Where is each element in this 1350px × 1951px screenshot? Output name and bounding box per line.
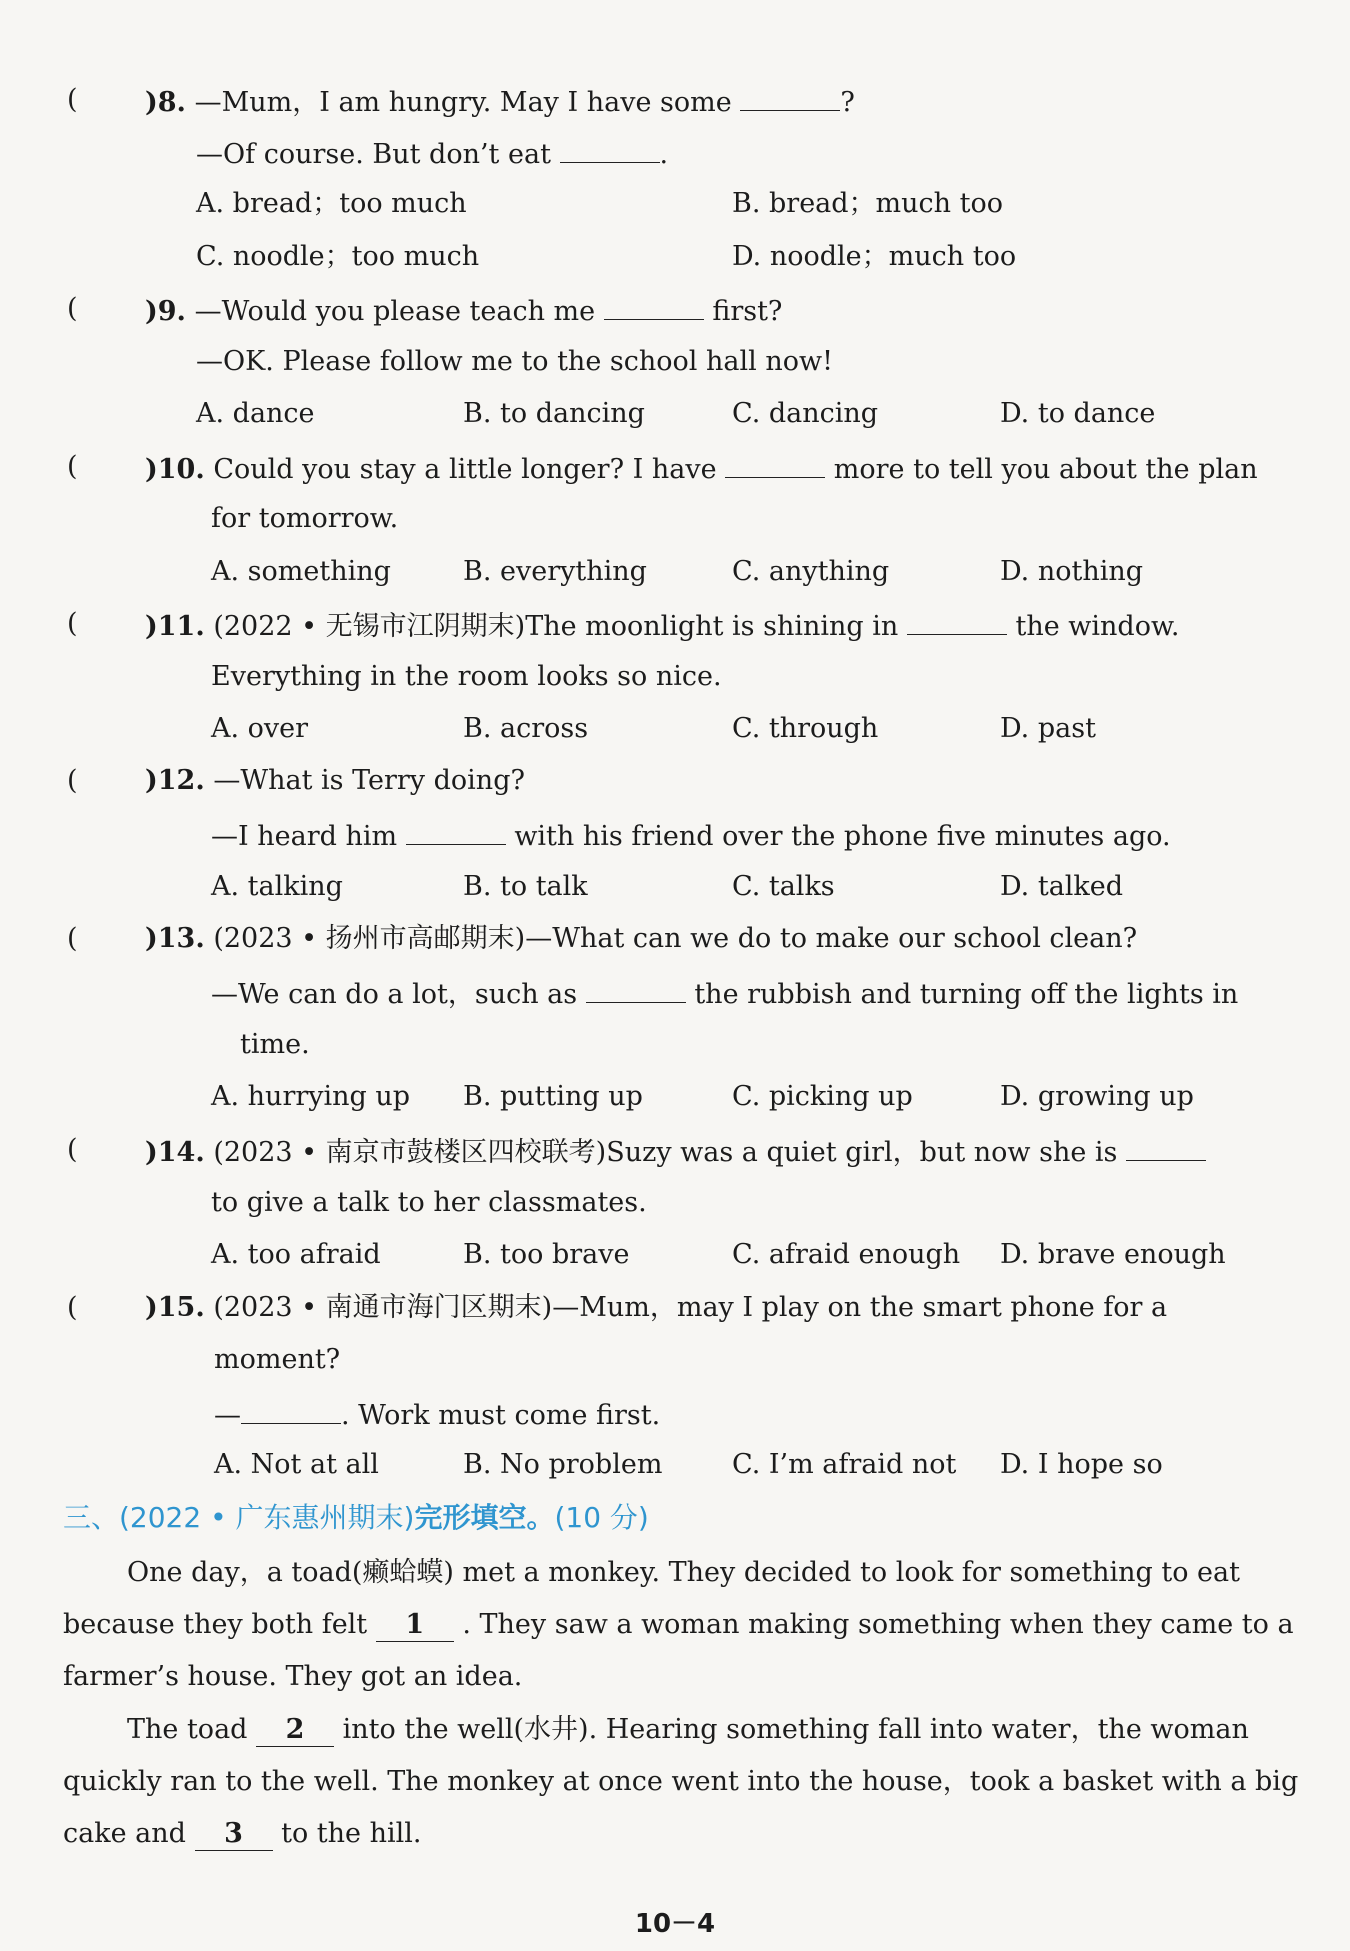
option-d: D. growing up	[1000, 1081, 1194, 1112]
answer-paren: (	[67, 293, 78, 324]
passage-text: into the well(水井). Hearing something fall into water，the woman	[342, 1714, 1249, 1745]
question-text: .	[659, 139, 669, 170]
option-a: A. talking	[211, 871, 343, 902]
option-d: D. to dance	[1000, 398, 1156, 429]
question-13-line-3: time.	[240, 1029, 310, 1060]
answer-paren: (	[67, 608, 78, 639]
answer-paren: (	[67, 923, 78, 954]
option-c: C. anything	[732, 556, 890, 587]
question-9-line-1	[145, 289, 782, 332]
question-10-line-2: for tomorrow.	[211, 503, 399, 534]
passage-text: cake and	[63, 1818, 186, 1849]
question-text: —	[214, 1400, 241, 1431]
question-number: )14.	[145, 1137, 205, 1168]
option-b: B. to dancing	[463, 398, 645, 429]
question-number: )10.	[145, 454, 205, 485]
question-text: Could you stay a little longer? I have	[213, 454, 717, 485]
question-text: with his friend over the phone five minutes ago.	[514, 821, 1171, 852]
question-12-line-1	[145, 761, 525, 801]
option-d: D. I hope so	[1000, 1449, 1163, 1480]
option-a: A. hurrying up	[211, 1081, 411, 1112]
question-15-line-2: moment?	[214, 1344, 341, 1375]
question-text: . Work must come first.	[341, 1400, 661, 1431]
answer-blank[interactable]	[241, 1393, 341, 1424]
passage-line	[63, 1599, 1294, 1651]
question-text: (2023 • 南通市海门区期末)—Mum，may I play on the smart phone for a	[213, 1292, 1168, 1323]
passage-line	[63, 1808, 421, 1860]
question-9-line-2: —OK. Please follow me to the school hall now!	[196, 346, 833, 377]
question-text: —I heard him	[211, 821, 398, 852]
question-11-line-1	[145, 604, 1179, 647]
passage-line: quickly ran to the well. The monkey at once went into the house，took a basket with a big	[63, 1766, 1299, 1797]
question-number: )8.	[145, 87, 186, 118]
option-d: D. nothing	[1000, 556, 1144, 587]
answer-paren: (	[67, 1134, 78, 1165]
question-number: )9.	[145, 296, 186, 327]
answer-blank[interactable]	[907, 604, 1007, 635]
option-d: D. brave enough	[1000, 1239, 1226, 1270]
question-8-line-1	[145, 80, 855, 123]
answer-paren: (	[67, 451, 78, 482]
passage-text: because they both felt	[63, 1609, 368, 1640]
question-number: )12.	[145, 765, 205, 796]
option-c: C. through	[732, 713, 879, 744]
question-text: —We can do a lot，such as	[211, 979, 578, 1010]
question-text: ?	[840, 87, 855, 118]
option-b: B. across	[463, 713, 589, 744]
question-text: —Mum，I am hungry. May I have some	[194, 87, 732, 118]
answer-paren: (	[67, 84, 78, 115]
question-text: (2022 • 无锡市江阴期末)The moonlight is shining in	[213, 611, 899, 642]
option-b: B. bread；much too	[732, 188, 1004, 219]
passage-text: The toad	[127, 1714, 248, 1745]
answer-blank[interactable]	[406, 814, 506, 845]
answer-paren: (	[67, 1292, 78, 1323]
question-10-line-1	[145, 447, 1258, 490]
option-b: B. too brave	[463, 1239, 630, 1270]
passage-line: farmer’s house. They got an idea.	[63, 1661, 523, 1692]
page-number: 10－4	[634, 1909, 716, 1939]
question-text: (2023 • 扬州市高邮期末)—What can we do to make our school clean?	[213, 923, 1138, 954]
question-text: the window.	[1015, 611, 1180, 642]
question-text: —Of course. But don’t eat	[196, 139, 551, 170]
passage-line	[127, 1704, 1249, 1756]
option-b: B. to talk	[463, 871, 588, 902]
question-14-line-2: to give a talk to her classmates.	[211, 1187, 647, 1218]
option-a: A. Not at all	[214, 1449, 379, 1480]
answer-paren: (	[67, 765, 78, 796]
option-c: C. dancing	[732, 398, 879, 429]
question-text: the rubbish and turning off the lights in	[694, 979, 1239, 1010]
option-c: C. picking up	[732, 1081, 913, 1112]
question-number: )11.	[145, 611, 205, 642]
cloze-blank-1[interactable]: 1	[376, 1609, 454, 1642]
question-11-line-2: Everything in the room looks so nice.	[211, 661, 722, 692]
section-title: 完形填空。	[414, 1501, 555, 1534]
option-a: A. dance	[196, 398, 315, 429]
question-15-line-1	[145, 1288, 1167, 1328]
option-c: C. I’m afraid not	[732, 1449, 957, 1480]
answer-blank[interactable]	[740, 80, 840, 111]
option-c: C. noodle；too much	[196, 241, 480, 272]
question-14-line-1	[145, 1130, 1206, 1173]
option-d: D. past	[1000, 713, 1096, 744]
option-a: A. something	[211, 556, 391, 587]
question-text: first?	[712, 296, 783, 327]
section-source: 三、(2022 • 广东惠州期末)	[63, 1501, 415, 1534]
option-c: C. afraid enough	[732, 1239, 961, 1270]
option-d: D. noodle；much too	[732, 241, 1017, 272]
cloze-blank-3[interactable]: 3	[195, 1818, 273, 1851]
question-text: (2023 • 南京市鼓楼区四校联考)Suzy was a quiet girl，but now she is	[213, 1137, 1118, 1168]
answer-blank[interactable]	[1126, 1130, 1206, 1161]
cloze-blank-2[interactable]: 2	[256, 1714, 334, 1747]
answer-blank[interactable]	[560, 132, 660, 163]
question-12-line-2	[211, 814, 1171, 857]
question-13-line-2	[211, 972, 1238, 1015]
option-b: B. putting up	[463, 1081, 643, 1112]
passage-text: to the hill.	[281, 1818, 422, 1849]
passage-text: . They saw a woman making something when they came to a	[462, 1609, 1294, 1640]
question-text: more to tell you about the plan	[833, 454, 1258, 485]
question-number: )13.	[145, 923, 205, 954]
option-b: B. No problem	[463, 1449, 663, 1480]
option-d: D. talked	[1000, 871, 1124, 902]
question-13-line-1	[145, 919, 1137, 959]
question-8-line-2	[196, 132, 668, 175]
option-c: C. talks	[732, 871, 835, 902]
option-a: A. bread；too much	[196, 188, 467, 219]
answer-blank[interactable]	[604, 289, 704, 320]
option-a: A. too afraid	[211, 1239, 381, 1270]
question-number: )15.	[145, 1292, 205, 1323]
question-text: —What is Terry doing?	[213, 765, 525, 796]
answer-blank[interactable]	[725, 447, 825, 478]
option-b: B. everything	[463, 556, 647, 587]
passage-line: One day，a toad(癞蛤蟆) met a monkey. They decided to look for something to eat	[127, 1557, 1240, 1588]
section-heading	[63, 1498, 649, 1538]
question-15-line-3	[214, 1393, 660, 1436]
option-a: A. over	[211, 713, 309, 744]
question-text: —Would you please teach me	[194, 296, 596, 327]
answer-blank[interactable]	[586, 972, 686, 1003]
section-score: (10 分)	[554, 1501, 649, 1534]
